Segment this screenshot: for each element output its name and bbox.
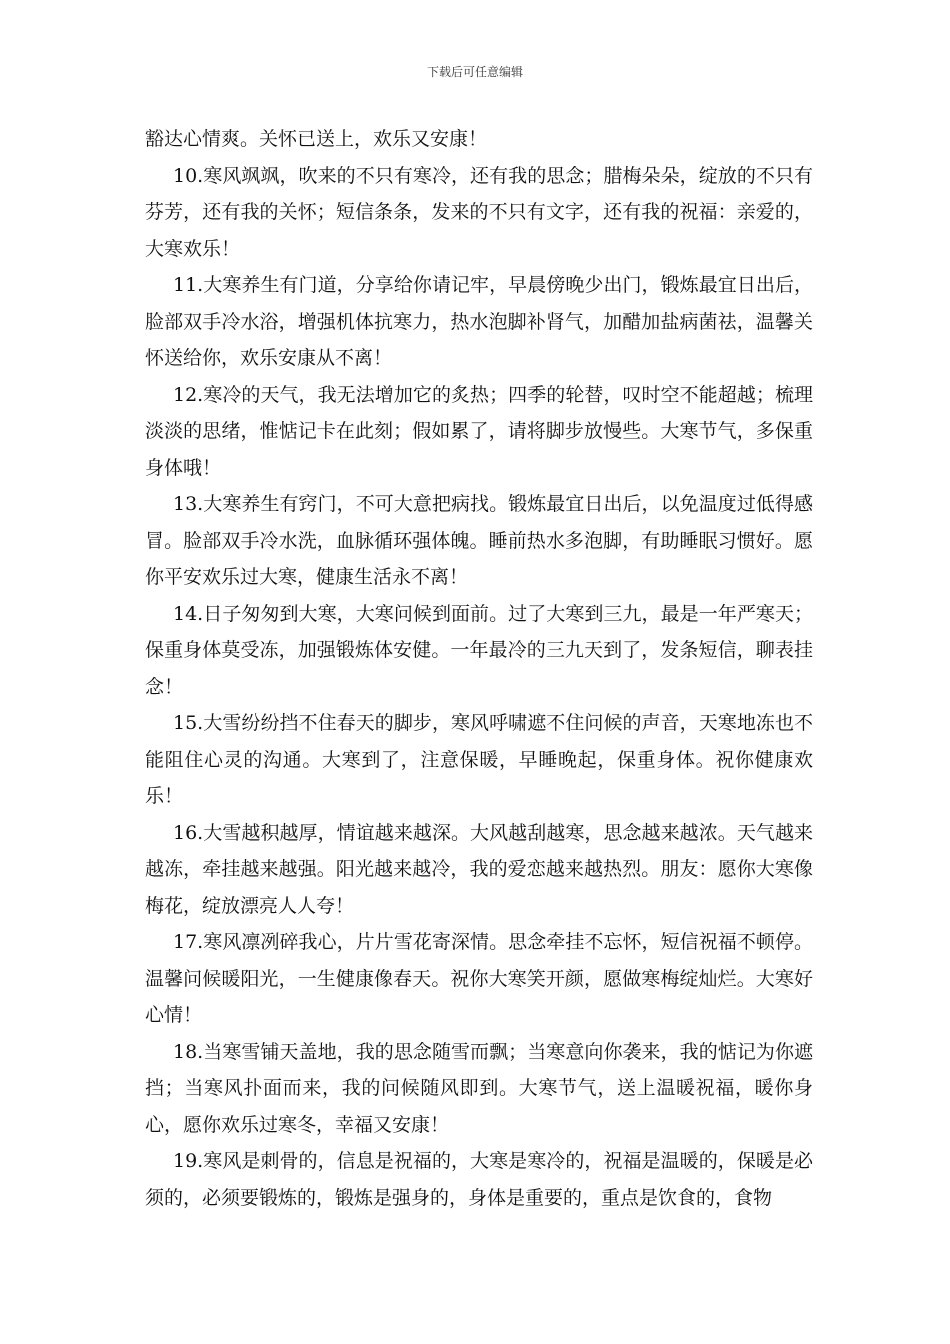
paragraph-item-12: 12.寒冷的天气，我无法增加它的炙热；四季的轮替，叹时空不能超越；梳理淡淡的思绪，惟惦记卡在此刻；假如累了，请将脚步放慢些。大寒节气，多保重身体哦！ bbox=[145, 383, 813, 479]
paragraph-item-18: 18.当寒雪铺天盖地，我的思念随雪而飘；当寒意向你袭来，我的惦记为你遮挡；当寒风扑面而来，我的问候随风即到。大寒节气，送上温暖祝福，暖你身心，愿你欢乐过寒冬，幸福又安康！ bbox=[145, 1040, 813, 1136]
paragraph-item-14: 14.日子匆匆到大寒，大寒问候到面前。过了大寒到三九，最是一年严寒天；保重身体莫受冻，加强锻炼体安健。一年最冷的三九天到了，发条短信，聊表挂念！ bbox=[145, 602, 813, 698]
paragraph-item-13: 13.大寒养生有窍门，不可大意把病找。锻炼最宜日出后，以免温度过低得感冒。脸部双手冷水洗，血脉循环强体魄。睡前热水多泡脚，有助睡眠习惯好。愿你平安欢乐过大寒，健康生活永不离！ bbox=[145, 493, 813, 588]
page-header: 下载后可任意编辑 bbox=[426, 65, 523, 79]
paragraph-item-17: 17.寒风凛冽碎我心，片片雪花寄深情。思念牵挂不忘怀，短信祝福不顿停。温馨问候暖阳光，一生健康像春天。祝你大寒笑开颜，愿做寒梅绽灿烂。大寒好心情！ bbox=[145, 931, 813, 1026]
paragraph-continuation: 豁达心情爽。关怀已送上，欢乐又安康！ bbox=[145, 128, 488, 150]
paragraph-item-10: 10.寒风飒飒，吹来的不只有寒冷，还有我的思念；腊梅朵朵，绽放的不只有芬芳，还有我的关怀；短信条条，发来的不只有文字，还有我的祝福：亲爱的，大寒欢乐！ bbox=[145, 164, 813, 260]
paragraph-item-16: 16.大雪越积越厚，情谊越来越深。大风越刮越寒，思念越来越浓。天气越来越冻，牵挂越来越强。阳光越来越冷，我的爱恋越来越热烈。朋友：愿你大寒像梅花，绽放漂亮人人夸！ bbox=[145, 821, 813, 917]
paragraph-item-15: 15.大雪纷纷挡不住春天的脚步，寒风呼啸遮不住问候的声音，天寒地冻也不能阻住心灵的沟通。大寒到了，注意保暖，早睡晚起，保重身体。祝你健康欢乐！ bbox=[145, 712, 813, 807]
paragraph-item-11: 11.大寒养生有门道，分享给你请记牢，早晨傍晚少出门，锻炼最宜日出后，脸部双手冷水浴，增强机体抗寒力，热水泡脚补肾气，加醋加盐病菌祛，温馨关怀送给你，欢乐安康从不离！ bbox=[145, 274, 813, 369]
document-body bbox=[145, 121, 813, 1216]
paragraph-item-19: 19.寒风是刺骨的，信息是祝福的，大寒是寒冷的，祝福是温暖的，保暖是必须的，必须要锻炼的，锻炼是强身的，身体是重要的，重点是饮食的，食物 bbox=[145, 1150, 813, 1209]
